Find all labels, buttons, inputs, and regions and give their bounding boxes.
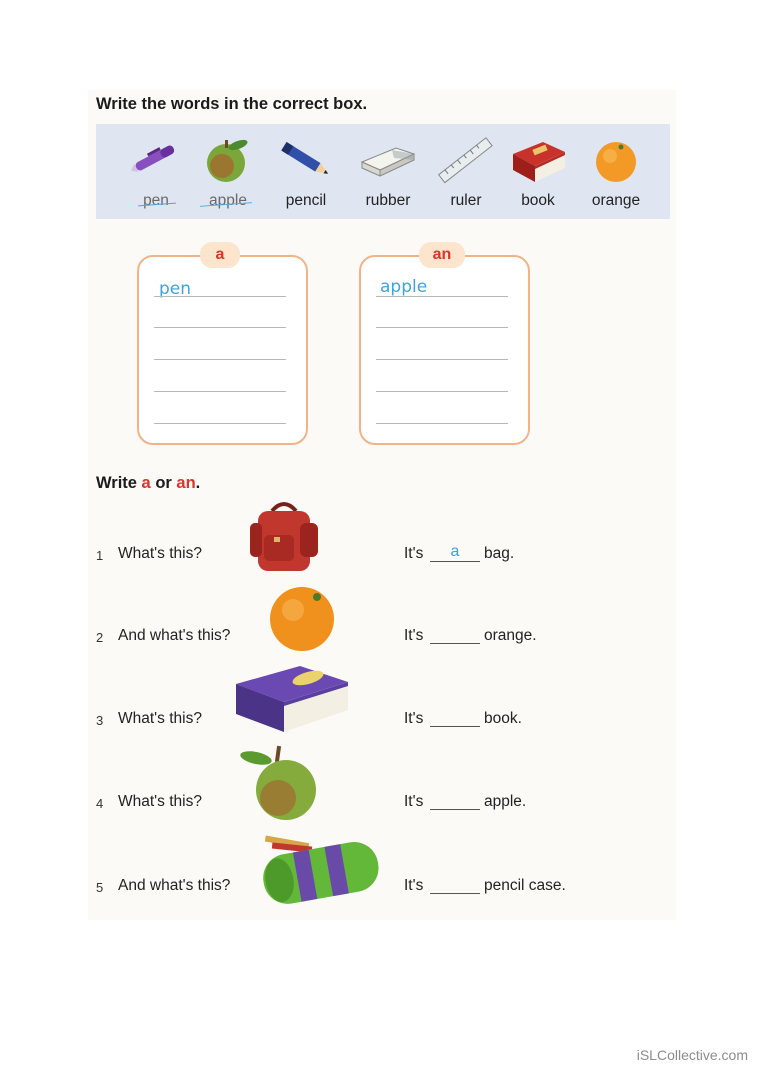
- answer-line[interactable]: [154, 296, 286, 297]
- answer-prefix: It's: [404, 877, 424, 894]
- box-tag-an: an: [419, 242, 465, 268]
- question-number: 2: [96, 630, 104, 645]
- answer-line[interactable]: [376, 391, 508, 392]
- question-text: And what's this?: [118, 877, 231, 894]
- answer-line[interactable]: [154, 359, 286, 360]
- handwritten-answer: apple: [380, 277, 428, 297]
- word-item-rubber: [346, 124, 430, 219]
- answer-line[interactable]: [154, 391, 286, 392]
- question-number: 4: [96, 796, 104, 811]
- ruler-icon: [434, 136, 498, 186]
- apple-icon: [200, 136, 256, 184]
- question-text: What's this?: [118, 793, 202, 810]
- pencil-case-icon: [256, 826, 384, 910]
- answer-line[interactable]: [376, 296, 508, 297]
- answer-noun: pencil case.: [484, 877, 566, 894]
- answer-prefix: It's: [404, 545, 424, 562]
- answer-line[interactable]: [154, 327, 286, 328]
- word-label: ruler: [450, 192, 482, 209]
- answer-prefix: It's: [404, 793, 424, 810]
- word-label: orange: [591, 192, 641, 209]
- exercise2-title: Write a or an.: [96, 474, 201, 492]
- apple-icon: [234, 744, 326, 822]
- word-label: pencil: [285, 192, 327, 209]
- pen-icon: [128, 136, 184, 180]
- pencil-icon: [276, 136, 336, 184]
- answer-blank[interactable]: [430, 791, 480, 810]
- word-label: rubber: [365, 192, 411, 209]
- word-item-orange: [574, 124, 658, 219]
- orange-icon: [591, 136, 641, 184]
- word-label: book: [521, 192, 555, 209]
- site-watermark: iSLCollective.com: [636, 1047, 748, 1063]
- question-text: What's this?: [118, 545, 202, 562]
- question-text: And what's this?: [118, 627, 231, 644]
- answer-noun: apple.: [484, 793, 527, 810]
- rubber-icon: [356, 136, 420, 180]
- answer-blank[interactable]: [430, 708, 480, 727]
- answer-prefix: It's: [404, 710, 424, 727]
- word-bank: [96, 124, 670, 219]
- book-icon: [507, 136, 569, 188]
- question-number: 3: [96, 713, 104, 728]
- bag-icon: [246, 497, 324, 577]
- answer-line[interactable]: [376, 423, 508, 424]
- answer-prefix: It's: [404, 627, 424, 644]
- word-label: pen: [143, 192, 169, 209]
- orange-icon: [266, 582, 338, 654]
- word-item-pencil: [264, 124, 348, 219]
- book-icon: [230, 662, 352, 736]
- question-number: 1: [96, 548, 104, 563]
- answer-noun: book.: [484, 710, 522, 727]
- box-tag-a: a: [200, 242, 240, 268]
- answer-blank[interactable]: [430, 625, 480, 644]
- word-label: apple: [209, 192, 247, 209]
- answer-line[interactable]: [376, 327, 508, 328]
- word-item-book: [496, 124, 580, 219]
- exercise1-title: Write the words in the correct box.: [96, 95, 368, 113]
- handwritten-answer: pen: [159, 279, 192, 299]
- answer-noun: bag.: [484, 545, 515, 562]
- answer-line[interactable]: [154, 423, 286, 424]
- answer-noun: orange.: [484, 627, 537, 644]
- word-item-apple: [186, 124, 270, 219]
- answer-blank[interactable]: [430, 875, 480, 894]
- answer-blank[interactable]: a: [430, 543, 480, 562]
- question-text: What's this?: [118, 710, 202, 727]
- question-number: 5: [96, 880, 104, 895]
- answer-line[interactable]: [376, 359, 508, 360]
